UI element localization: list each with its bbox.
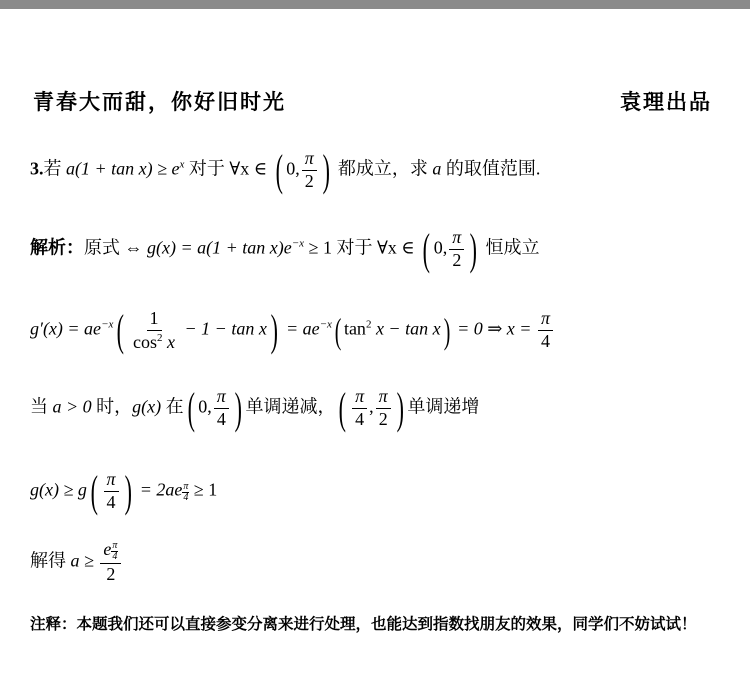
fraction: e $\frac{\pi}{4}$ 2 <box>100 540 121 585</box>
fraction: $\frac{\pi}{2}$ <box>376 387 391 430</box>
problem-number: 3. <box>30 158 44 179</box>
fraction: $\frac{\pi}{4}$ <box>352 387 367 430</box>
fraction: $\frac{\pi}{2}$ <box>449 228 464 271</box>
derivative-line: $g'(x) = ae^{-x}$( $\frac{1}{\cos^2 x}$ − $1 - \tan x) = ae^{-x}$( $\tan^2 x - \tan x) = 0$ ⇒ x = $\frac{\pi}{4}$ <box>30 305 555 356</box>
header-slogan: 青春大而甜，你好旧时光 <box>33 90 286 114</box>
answer-line: 解得 a ≥ e $\frac{\pi}{4}$ 2 <box>30 540 123 585</box>
problem-statement: 3.若 $a(1 + \tan x) \ge e^x$ 对于 ∀x ∈ ( 0, $\frac{\pi}{2}$ ) 都成立，求 a 的取值范围. <box>30 146 541 195</box>
top-bar <box>0 0 750 9</box>
fraction: $\frac{\pi}{4}$ <box>104 470 119 513</box>
left-paren: ( <box>275 146 283 195</box>
exponent-fraction: $\frac{\pi}{4}$ <box>183 480 189 503</box>
solution-label: 解析： <box>30 237 84 258</box>
monotonicity-line: 当 a > 0 时，g(x) 在( 0, $\frac{\pi}{4}$ ) 单调递减，( $\frac{\pi}{4}$ , $\frac{\pi}{2}$ ) 单调递增 <box>30 384 480 433</box>
header-author: 袁理出品 <box>620 90 712 114</box>
note-paragraph: 注释：本题我们还可以直接参变分离来进行处理，也能达到指数找朋友的效果，同学们不妨试试！ <box>30 615 697 633</box>
fraction: $\frac{\pi}{4}$ <box>214 387 229 430</box>
right-paren: ) <box>322 146 330 195</box>
fraction: $\frac{1}{\cos^2 x}$ <box>133 307 176 352</box>
bound-line: g(x) ≥ g( $\frac{\pi}{4}$ ) = 2ae $\frac{\pi}{4}$ ≥ 1 <box>30 467 218 516</box>
fraction: $\frac{\pi}{4}$ <box>538 309 553 352</box>
fraction: $\frac{\pi}{2}$ <box>302 149 317 192</box>
solution-line: 解析：原式 ⇔ $g(x) = a(1 + \tan x)e^{-x} \ge 1$ 对于 ∀x ∈ ( 0, $\frac{\pi}{2}$ ) 恒成立 <box>30 225 540 274</box>
